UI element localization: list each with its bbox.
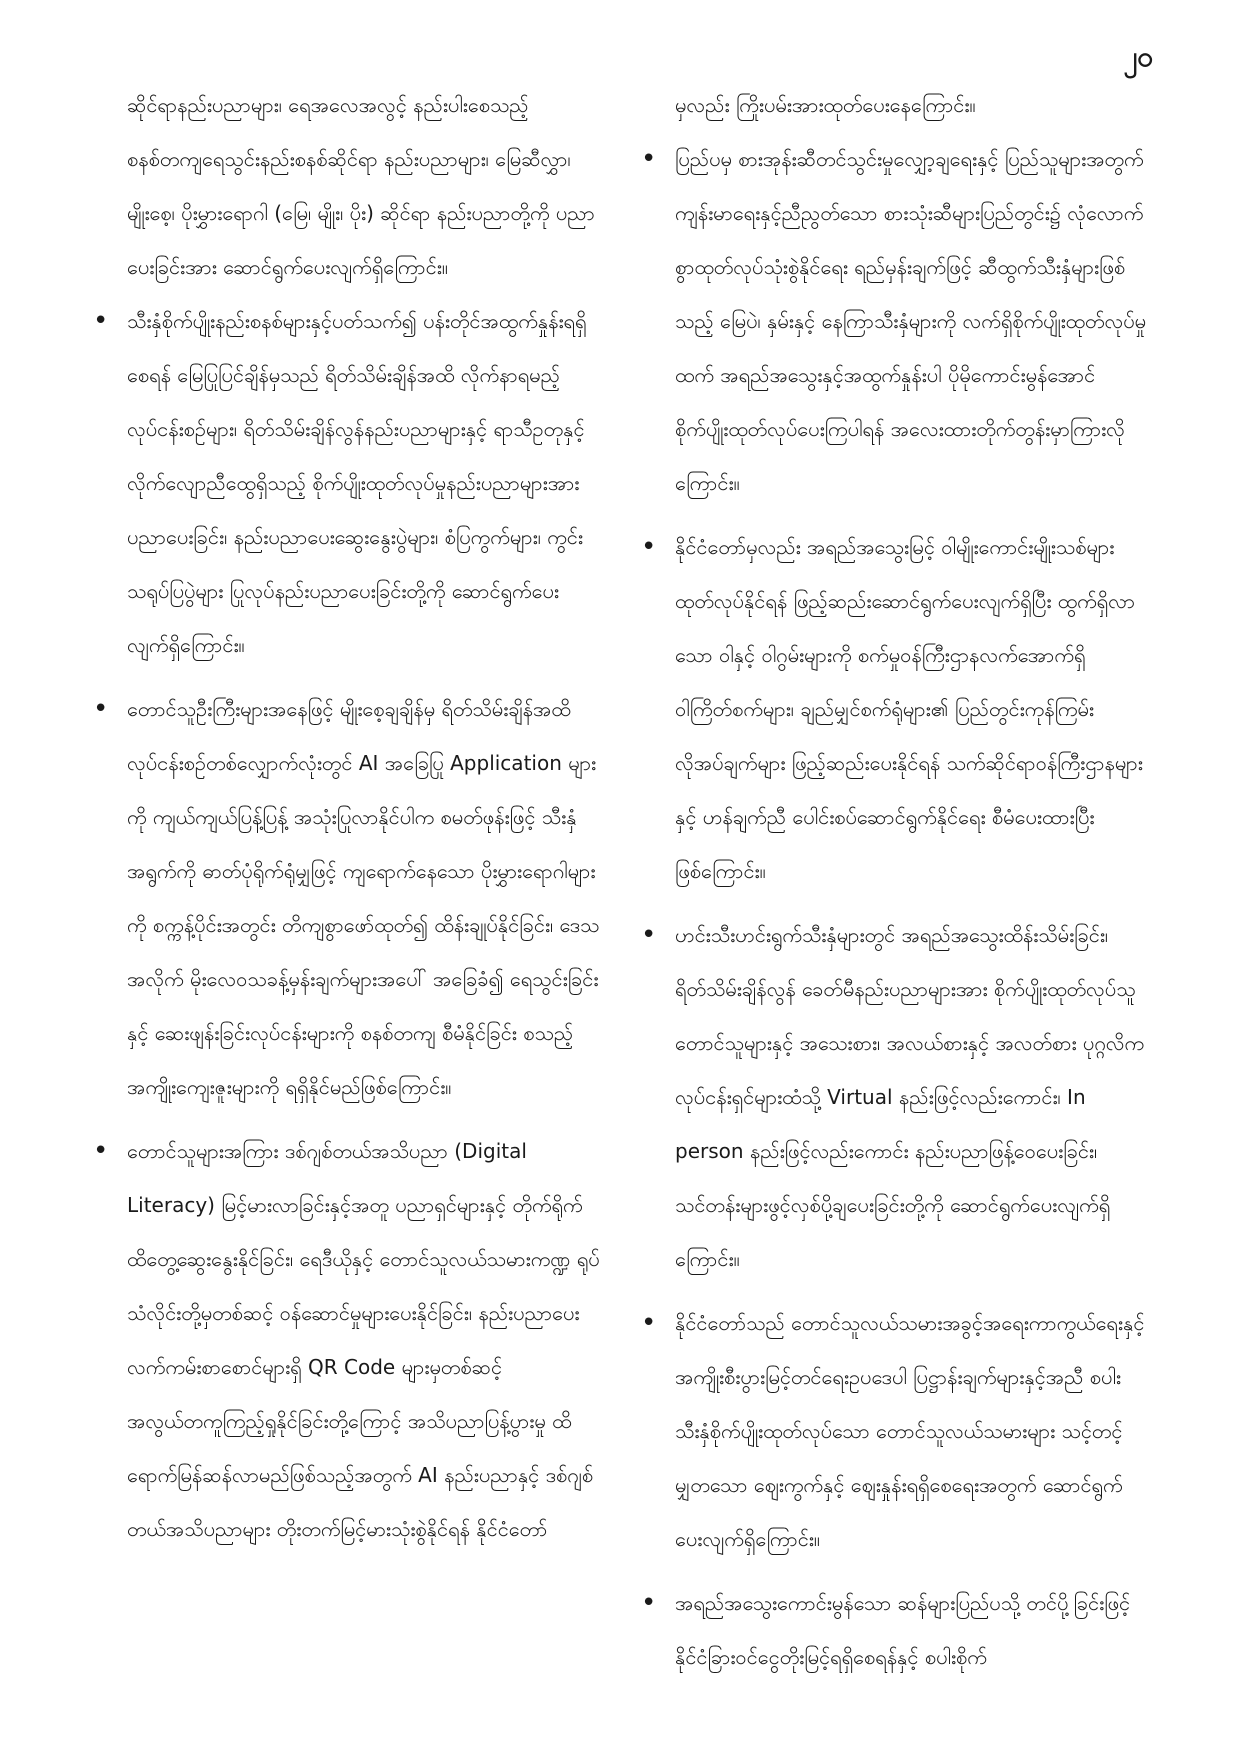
- bullet-item: • ပြည်ပမှ စားအုန်းဆီတင်သွင်းမှုလျှော့ချရေးနှင့် ပြည်သူများအတွက် ကျန်းမာရေးနှင့်ညီညွတ်သော စားသုံးဆီများပြည်တွင်း၌ လုံလောက်စွာထုတ်လုပ်သုံးစွဲနိုင်ရေး ရည်မှန်းချက်ဖြင့် ဆီထွက်သီးနှံများဖြစ်သည့် မြေပဲ၊ နှမ်းနှင့် နေကြာသီးနှံများကို လက်ရှိစိုက်ပျိုးထုတ်လုပ်မှုထက် အရည်အသွေးနှင့်အထွက်နှုန်းပါ ပိုမိုကောင်းမွန်အောင် စိုက်ပျိုးထုတ်လုပ်ပေးကြပါရန် အလေးထားတိုက်တွန်းမှာကြားလိုကြောင်း။: [675, 132, 1148, 510]
- bullet-item: • ဟင်းသီးဟင်းရွက်သီးနှံများတွင် အရည်အသွေးထိန်းသိမ်းခြင်း၊ ရိတ်သိမ်းချိန်လွန် ခေတ်မီနည်းပညာများအား စိုက်ပျိုးထုတ်လုပ်သူတောင်သူများနှင့် အသေးစား၊ အလယ်စားနှင့် အလတ်စား ပုဂ္ဂလိကလုပ်ငန်းရှင်များထံသို့ Virtual နည်းဖြင့်လည်းကောင်း၊ In person နည်းဖြင့်လည်းကောင်း နည်းပညာဖြန့်ဝေပေးခြင်း၊ သင်တန်းများဖွင့်လှစ်ပို့ချပေးခြင်းတို့ကို ဆောင်ရွက်ပေးလျက်ရှိကြောင်း။: [675, 908, 1148, 1286]
- right-column: [675, 78, 1148, 1694]
- bullet-item: • တောင်သူများအကြား ဒစ်ဂျစ်တယ်အသိပညာ (Digital Literacy) မြင့်မားလာခြင်းနှင့်အတူ ပညာရှင်များနှင့် တိုက်ရိုက်ထိတွေ့ဆွေးနွေးနိုင်ခြင်း၊ ရေဒီယိုနှင့် တောင်သူလယ်သမားကဏ္ဍ ရုပ်သံလိုင်းတို့မှတစ်ဆင့် ဝန်ဆောင်မှုများပေးနိုင်ခြင်း၊ နည်းပညာပေး လက်ကမ်းစာစောင်များရှိ QR Code များမှတစ်ဆင့် အလွယ်တကူကြည့်ရှုနိုင်ခြင်းတို့ကြောင့် အသိပညာပြန့်ပွားမှု ထိရောက်မြန်ဆန်လာမည်ဖြစ်သည့်အတွက် AI နည်းပညာနှင့် ဒစ်ဂျစ်တယ်အသိပညာများ တိုးတက်မြင့်မားသုံးစွဲနိုင်ရန် နိုင်ငံတော်: [127, 1124, 600, 1556]
- left-column: [127, 78, 600, 1566]
- bullet-item: • သီးနှံစိုက်ပျိုးနည်းစနစ်များနှင့်ပတ်သက်၍ ပန်းတိုင်အထွက်နှုန်းရရှိစေရန် မြေပြုပြင်ချိန်မှသည် ရိတ်သိမ်းချိန်အထိ လိုက်နာရမည့်လုပ်ငန်းစဉ်များ၊ ရိတ်သိမ်းချိန်လွန်နည်းပညာများနှင့် ရာသီဥတုနှင့် လိုက်လျောညီထွေရှိသည့် စိုက်ပျိုးထုတ်လုပ်မှုနည်းပညာများအား ပညာပေးခြင်း၊ နည်းပညာပေးဆွေးနွေးပွဲများ၊ စံပြကွက်များ၊ ကွင်းသရုပ်ပြပွဲများ ပြုလုပ်နည်းပညာပေးခြင်းတို့ကို ဆောင်ရွက်ပေးလျက်ရှိကြောင်း။: [127, 294, 600, 672]
- bullet-item: • နိုင်ငံတော်သည် တောင်သူလယ်သမားအခွင့်အရေးကာကွယ်ရေးနှင့် အကျိုးစီးပွားမြင့်တင်ရေးဥပဒေပါ ပြဋ္ဌာန်းချက်များနှင့်အညီ စပါးသီးနှံစိုက်ပျိုးထုတ်လုပ်သော တောင်သူလယ်သမားများ သင့်တင့်မျှတသော ဈေးကွက်နှင့် ဈေးနှုန်းရရှိစေရေးအတွက် ဆောင်ရွက်ပေးလျက်ရှိကြောင်း။: [675, 1296, 1148, 1566]
- bullet-list: [675, 132, 1148, 1684]
- bullet-list: [127, 294, 600, 1556]
- bullet-item: • တောင်သူဦးကြီးများအနေဖြင့် မျိုးစေ့ချချိန်မှ ရိတ်သိမ်းချိန်အထိ လုပ်ငန်းစဉ်တစ်လျှောက်လုံးတွင် AI အခြေပြု Application များကို ကျယ်ကျယ်ပြန့်ပြန့် အသုံးပြုလာနိုင်ပါက စမတ်ဖုန်းဖြင့် သီးနှံအရွက်ကို ဓာတ်ပုံရိုက်ရုံမျှဖြင့် ကျရောက်နေသော ပိုးမွှားရောဂါများကို စက္ကန့်ပိုင်းအတွင်း တိကျစွာဖော်ထုတ်၍ ထိန်းချုပ်နိုင်ခြင်း၊ ဒေသအလိုက် မိုးလေဝသခန့်မှန်းချက်များအပေါ် အခြေခံ၍ ရေသွင်းခြင်းနှင့် ဆေးဖျန်းခြင်းလုပ်ငန်းများကို စနစ်တကျ စီမံနိုင်ခြင်း စသည့်အကျိုးကျေးဇူးများကို ရရှိနိုင်မည်ဖြစ်ကြောင်း။: [127, 682, 600, 1114]
- paragraph-continuation: ဆိုင်ရာနည်းပညာများ၊ ရေအလေအလွင့် နည်းပါးစေသည့် စနစ်တကျရေသွင်းနည်းစနစ်ဆိုင်ရာ နည်းပညာများ၊ မြေဆီလွှာ၊ မျိုးစေ့၊ ပိုးမွှားရောဂါ (မြေ၊ မျိုး၊ ပိုး) ဆိုင်ရာ နည်းပညာတို့ကို ပညာပေးခြင်းအား ဆောင်ရွက်ပေးလျက်ရှိကြောင်း။: [127, 93, 595, 279]
- paragraph-continuation: မှလည်း ကြိုးပမ်းအားထုတ်ပေးနေကြောင်း။: [675, 93, 976, 117]
- bullet-item: • နိုင်ငံတော်မှလည်း အရည်အသွေးမြင့် ဝါမျိုးကောင်းမျိုးသစ်များထုတ်လုပ်နိုင်ရန် ဖြည့်ဆည်းဆောင်ရွက်ပေးလျက်ရှိပြီး ထွက်ရှိလာသော ဝါနှင့် ဝါဂွမ်းများကို စက်မှုဝန်ကြီးဌာနလက်အောက်ရှိ ဝါကြိတ်စက်များ၊ ချည်မျှင်စက်ရုံများ၏ ပြည်တွင်းကုန်ကြမ်းလိုအပ်ချက်များ ဖြည့်ဆည်းပေးနိုင်ရန် သက်ဆိုင်ရာဝန်ကြီးဌာနများနှင့် ဟန်ချက်ညီ ပေါင်းစပ်ဆောင်ရွက်နိုင်ရေး စီမံပေးထားပြီးဖြစ်ကြောင်း။: [675, 520, 1148, 898]
- page-number: ၂၀: [1123, 40, 1153, 73]
- bullet-item: • အရည်အသွေးကောင်းမွန်သော ဆန်များပြည်ပသို့ တင်ပို့ခြင်းဖြင့် နိုင်ငံခြားဝင်ငွေတိုးမြင့်ရရှိစေရန်နှင့် စပါးစိုက်: [675, 1576, 1148, 1684]
